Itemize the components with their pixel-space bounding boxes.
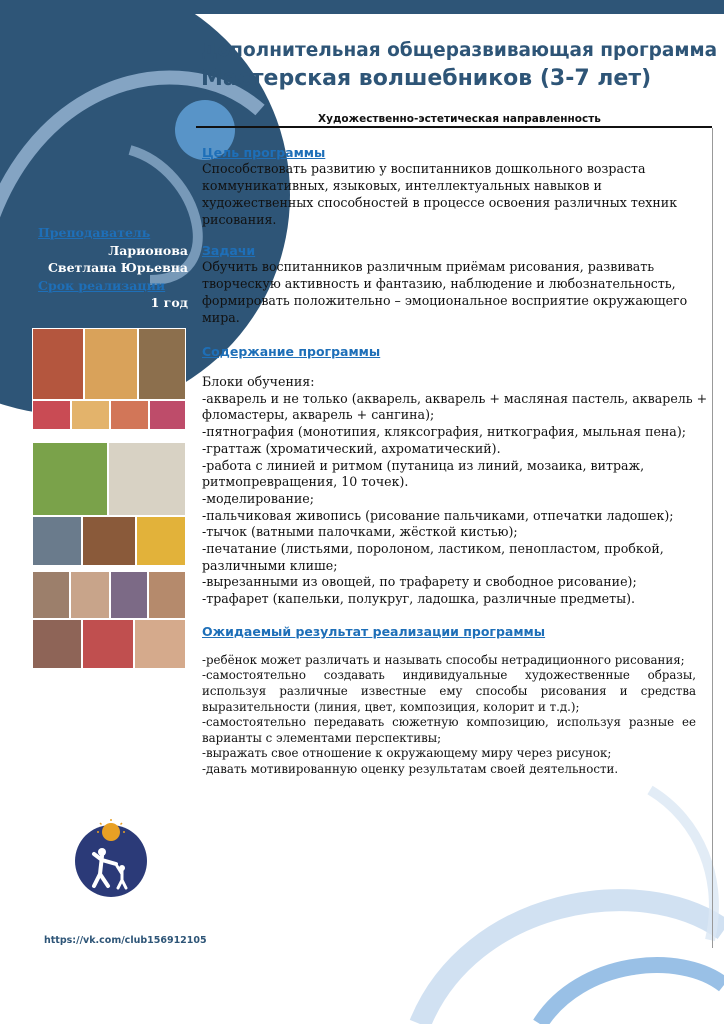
photo bbox=[138, 328, 186, 400]
teacher-name-2: Светлана Юрьевна bbox=[47, 260, 188, 275]
photo bbox=[32, 400, 71, 430]
photo bbox=[148, 571, 186, 619]
list-item: -выражать свое отношение к окружающему миру через рисунок; bbox=[202, 746, 612, 761]
photo-collage-3 bbox=[32, 571, 184, 667]
photo bbox=[84, 328, 138, 400]
tasks-heading[interactable]: Задачи bbox=[202, 243, 256, 258]
list-item: -пятнография (монотипия, кляксография, ниткография, мыльная пена); bbox=[202, 424, 686, 440]
photo bbox=[134, 619, 186, 669]
photo bbox=[108, 442, 186, 516]
list-item: различными клише; bbox=[202, 557, 338, 573]
result-heading[interactable]: Ожидаемый результат реализации программы bbox=[202, 623, 546, 639]
photo bbox=[82, 619, 134, 669]
list-item: -самостоятельно создавать индивидуальные художественные образы, используя различные известные ему способы рисования и средства выразительности (линия, цвет, композиция, колорит и т.д.); bbox=[202, 668, 696, 714]
tasks-text: Обучить воспитанников различным приёмам рисования, развивать творческую активность и фантазию, наблюдение и любознательность, формировать положительно – эмоциональное восприятие окружающего мира. bbox=[202, 259, 688, 325]
list-item: -вырезанными из овощей, по трафарету и свободное рисование); bbox=[202, 574, 637, 590]
goal-text: Способствовать развитию у воспитанников дошкольного возраста коммуникативных, языковых, интеллектуальных навыков и художественных способностей в процессе освоения различных техник рисования. bbox=[202, 161, 678, 227]
right-border bbox=[712, 128, 713, 948]
list-item: -пальчиковая живопись (рисование пальчиками, отпечатки ладошек); bbox=[202, 507, 674, 523]
photo bbox=[32, 571, 70, 619]
vk-link[interactable]: https://vk.com/club156912105 bbox=[44, 935, 207, 946]
logo-icon bbox=[72, 818, 150, 898]
photo bbox=[32, 328, 84, 400]
photo bbox=[71, 400, 110, 430]
photo bbox=[110, 571, 148, 619]
direction-label: Художественно-эстетическая направленность bbox=[318, 113, 601, 125]
list-item: -самостоятельно передавать сюжетную композицию, используя разные ее варианты с элементами перспективы; bbox=[202, 715, 696, 745]
goal-heading[interactable]: Цель программы bbox=[202, 145, 326, 160]
photo bbox=[149, 400, 186, 430]
list-item: -ребёнок может различать и называть способы нетрадиционного рисования; bbox=[202, 652, 685, 667]
list-item: -работа с линией и ритмом (путаница из линий, мозаика, витраж, bbox=[202, 457, 645, 473]
photo bbox=[32, 619, 82, 669]
top-bar bbox=[0, 0, 724, 14]
list-item: -моделирование; bbox=[202, 490, 314, 506]
teacher-label[interactable]: Преподаватель bbox=[38, 225, 151, 240]
content-heading[interactable]: Содержание программы bbox=[202, 344, 381, 359]
content-intro: Блоки обучения: bbox=[202, 374, 315, 389]
teacher-name-1: Ларионова bbox=[108, 242, 188, 258]
list-item: -печатание (листьями, поролоном, ластиком, пенопластом, пробкой, bbox=[202, 541, 664, 557]
photo bbox=[32, 516, 82, 566]
list-item: -граттаж (хроматический, ахроматический). bbox=[202, 440, 501, 456]
term-label[interactable]: Срок реализации bbox=[38, 277, 166, 293]
term-value: 1 год bbox=[150, 295, 188, 310]
result-list bbox=[202, 653, 696, 778]
header-divider bbox=[196, 126, 712, 128]
list-item: ритмопревращения, 10 точек). bbox=[202, 474, 409, 490]
photo bbox=[70, 571, 110, 619]
content-list bbox=[202, 390, 708, 608]
teacher-info bbox=[38, 224, 188, 312]
list-item: -тычок (ватными палочками, жёсткой кистью); bbox=[202, 524, 518, 540]
photo bbox=[136, 516, 186, 566]
page-title-line1: Дополнительная общеразвивающая программа bbox=[201, 40, 718, 61]
photo bbox=[82, 516, 136, 566]
list-item: фломастеры, акварель + сангина); bbox=[202, 407, 435, 423]
list-item: -акварель и не только (акварель, акварель + масляная пастель, акварель + bbox=[202, 390, 708, 406]
photo bbox=[32, 442, 108, 516]
page-title-line2: Мастерская волшебников (3-7 лет) bbox=[201, 66, 652, 91]
photo bbox=[110, 400, 149, 430]
main-content bbox=[202, 145, 708, 778]
photo-collage-1 bbox=[32, 328, 184, 428]
list-item: -трафарет (капельки, полукруг, ладошка, различные предметы). bbox=[202, 591, 636, 607]
photo-collage-2 bbox=[32, 442, 184, 564]
list-item: -давать мотивированную оценку результатам своей деятельности. bbox=[202, 762, 619, 776]
